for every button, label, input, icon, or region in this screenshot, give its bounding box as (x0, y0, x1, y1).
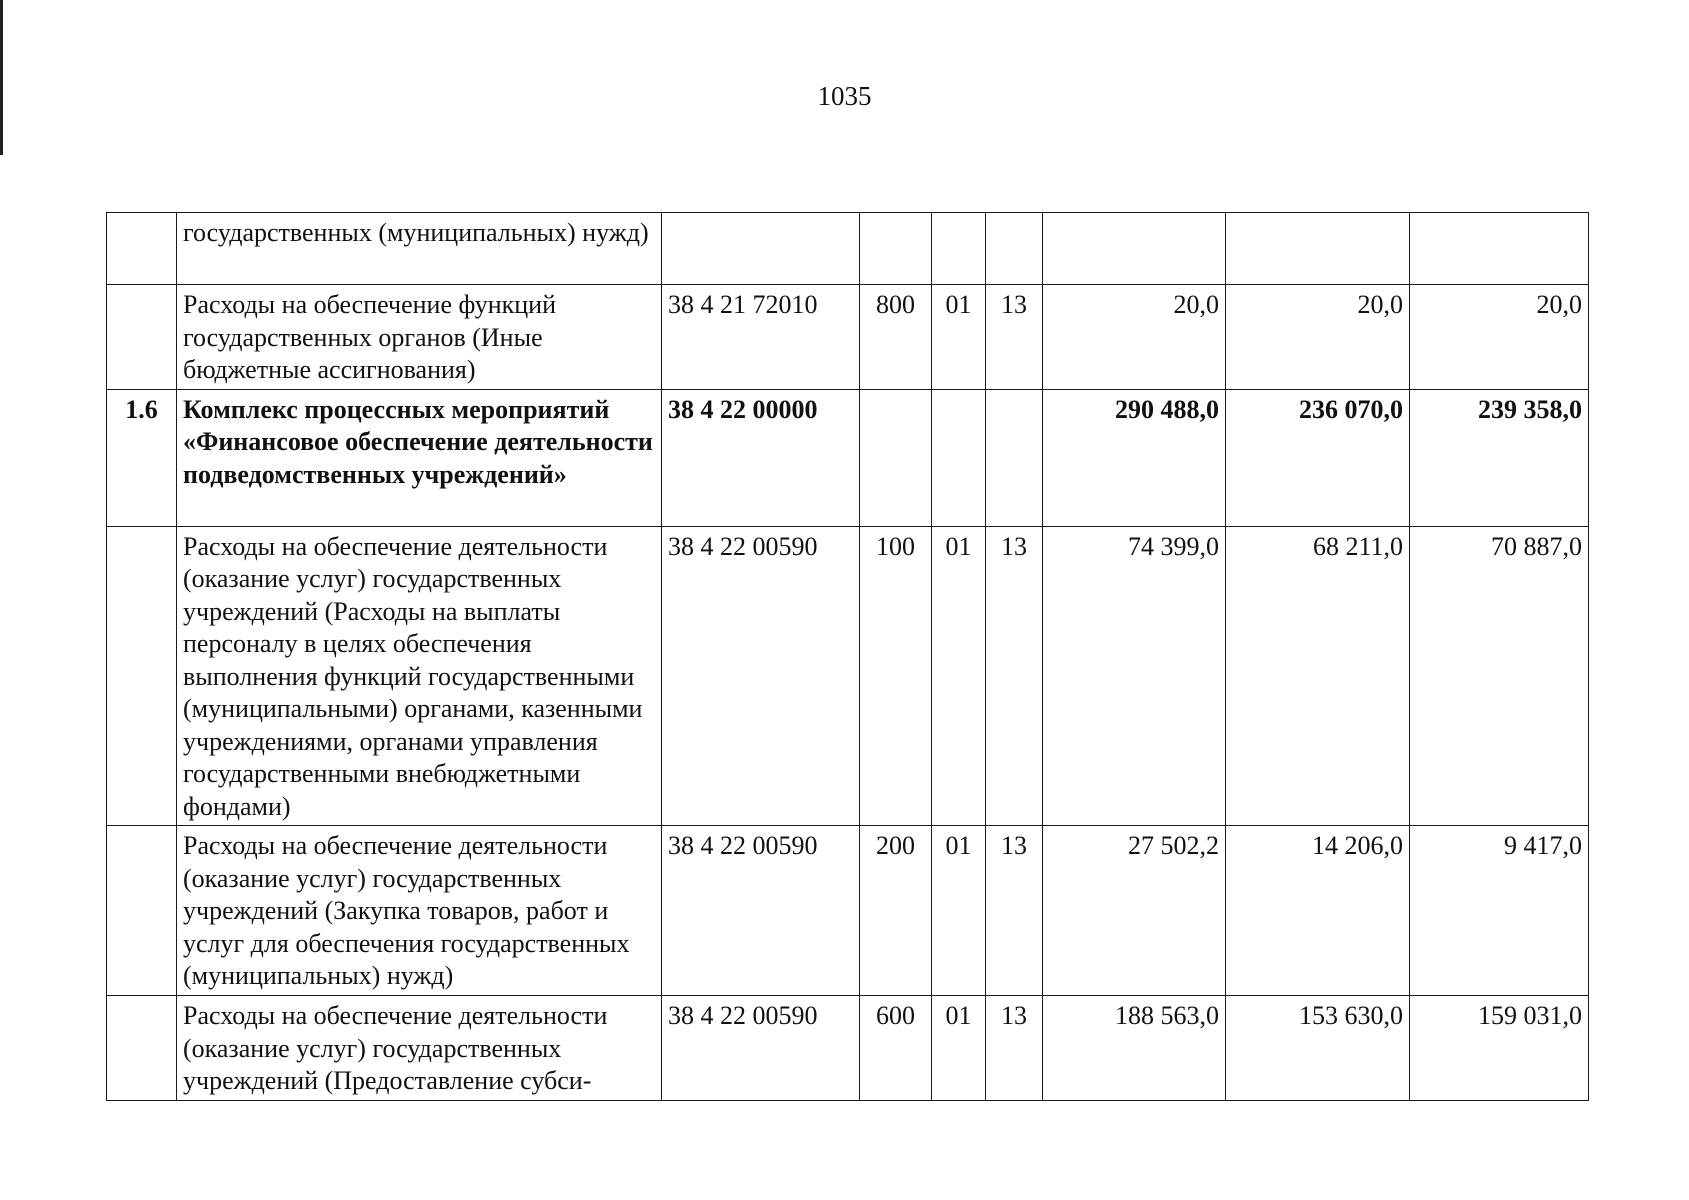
subsection-cell (986, 389, 1043, 526)
amount-year1-cell: 74 399,0 (1043, 526, 1226, 826)
amount-year2-cell: 236 070,0 (1226, 389, 1410, 526)
row-number-cell (107, 285, 177, 390)
expense-type-cell: 200 (860, 826, 932, 996)
amount-year2-cell: 68 211,0 (1226, 526, 1410, 826)
target-code-cell: 38 4 22 00000 (662, 389, 860, 526)
section-cell: 01 (932, 996, 986, 1101)
row-number-cell (107, 213, 177, 285)
amount-year3-cell: 239 358,0 (1410, 389, 1589, 526)
table-row (107, 996, 1589, 1101)
target-code-cell: 38 4 22 00590 (662, 996, 860, 1101)
expense-name-cell: Расходы на обеспечение деятельности (оказание услуг) государственных учреждений (Закупка товаров, работ и услуг для обеспечения государственных (муниципальных) нужд) (177, 826, 662, 996)
expense-name-cell: государственных (муниципальных) нужд) (177, 213, 662, 285)
target-code-cell: 38 4 22 00590 (662, 826, 860, 996)
expense-type-cell (860, 389, 932, 526)
subsection-cell: 13 (986, 996, 1043, 1101)
amount-year1-cell: 290 488,0 (1043, 389, 1226, 526)
amount-year2-cell (1226, 213, 1410, 285)
amount-year1-cell (1043, 213, 1226, 285)
table-row (107, 526, 1589, 826)
amount-year1-cell: 27 502,2 (1043, 826, 1226, 996)
subsection-cell (986, 213, 1043, 285)
subsection-cell: 13 (986, 285, 1043, 390)
amount-year3-cell: 20,0 (1410, 285, 1589, 390)
subsection-cell: 13 (986, 526, 1043, 826)
row-number-cell (107, 826, 177, 996)
row-number-cell: 1.6 (107, 389, 177, 526)
amount-year1-cell: 20,0 (1043, 285, 1226, 390)
expense-type-cell: 600 (860, 996, 932, 1101)
table-row (107, 285, 1589, 390)
budget-table (106, 212, 1589, 1101)
expense-name-cell: Расходы на обеспечение функций государственных органов (Иные бюджетные ассигнования) (177, 285, 662, 390)
target-code-cell: 38 4 22 00590 (662, 526, 860, 826)
table-row-section-heading (107, 389, 1589, 526)
row-number-cell (107, 526, 177, 826)
scan-edge-line (0, 0, 3, 155)
amount-year2-cell: 153 630,0 (1226, 996, 1410, 1101)
amount-year3-cell: 70 887,0 (1410, 526, 1589, 826)
target-code-cell: 38 4 21 72010 (662, 285, 860, 390)
amount-year3-cell: 159 031,0 (1410, 996, 1589, 1101)
subsection-cell: 13 (986, 826, 1043, 996)
section-cell (932, 213, 986, 285)
amount-year1-cell: 188 563,0 (1043, 996, 1226, 1101)
target-code-cell (662, 213, 860, 285)
expense-name-cell: Комплекс процессных мероприятий «Финансовое обеспечение деятельности подведомственных учреждений» (177, 389, 662, 526)
page-number: 1035 (817, 81, 872, 111)
table-row (107, 826, 1589, 996)
expense-name-cell: Расходы на обеспечение деятельности (оказание услуг) государственных учреждений (Расходы на выплаты персоналу в целях обеспечения выполнения функций государственными (муниципальными) органами, казенными учреждениями, органами управления государственными внебюджетными фондами) (177, 526, 662, 826)
amount-year2-cell: 14 206,0 (1226, 826, 1410, 996)
section-cell: 01 (932, 526, 986, 826)
table-row (107, 213, 1589, 285)
expense-type-cell: 100 (860, 526, 932, 826)
expense-type-cell (860, 213, 932, 285)
amount-year3-cell (1410, 213, 1589, 285)
expense-name-cell: Расходы на обеспечение деятельности (оказание услуг) государственных учреждений (Предоставление субси- (177, 996, 662, 1101)
section-cell: 01 (932, 285, 986, 390)
amount-year2-cell: 20,0 (1226, 285, 1410, 390)
section-cell: 01 (932, 826, 986, 996)
section-cell (932, 389, 986, 526)
expense-type-cell: 800 (860, 285, 932, 390)
amount-year3-cell: 9 417,0 (1410, 826, 1589, 996)
row-number-cell (107, 996, 177, 1101)
